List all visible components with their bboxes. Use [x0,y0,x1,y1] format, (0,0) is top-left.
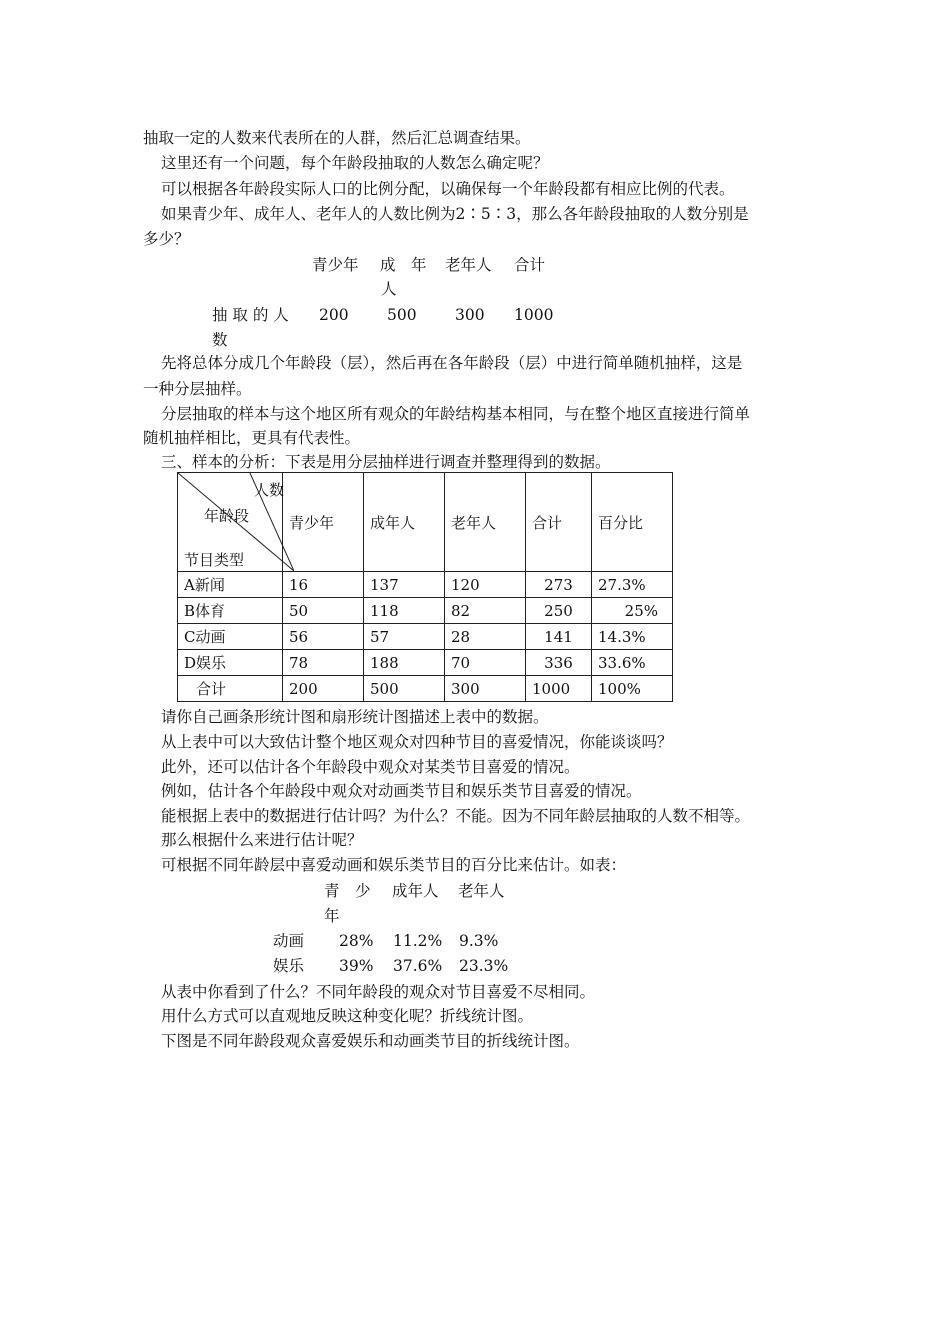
pct-header: 青 少 [324,882,371,900]
diag-label-program: 节目类型 [184,551,245,569]
table-row-total [178,676,673,702]
allocation-header: 老年人 [445,256,492,274]
pct-header-wrap: 年 [324,907,340,925]
paragraph-line: 抽取一定的人数来代表所在的人群，然后汇总调查结果。 [143,129,531,147]
table-cell: 70 [445,650,526,676]
allocation-header: 成 年 [380,256,427,274]
paragraph-line: 请你自己画条形统计图和扇形统计图描述上表中的数据。 [161,708,549,726]
row-label: A新闻 [178,572,283,598]
pct-header: 老年人 [458,882,505,900]
row-label: B体育 [178,598,283,624]
paragraph-line: 从上表中可以大致估计整个地区观众对四种节目的喜爱情况，你能谈谈吗？ [161,733,673,751]
table-cell: 300 [445,676,526,702]
table-cell: 137 [364,572,445,598]
table-cell: 200 [283,676,364,702]
table-cell: 500 [364,676,445,702]
pct-header: 成年人 [392,882,439,900]
allocation-row-label-wrap: 数 [212,331,228,349]
pct-row-label: 动画 [273,932,305,950]
allocation-row-label: 抽 取 的 人 [212,306,289,324]
allocation-value: 500 [387,306,417,324]
pct-cell: 23.3% [459,957,509,975]
paragraph-line: 例如，估计各个年龄段中观众对动画类节目和娱乐类节目喜爱的情况。 [161,782,642,800]
table-cell: 57 [364,624,445,650]
allocation-header: 合计 [514,256,546,274]
table-cell: 141 [526,624,592,650]
paragraph-line: 分层抽取的样本与这个地区所有观众的年龄结构基本相同，与在整个地区直接进行简单 [161,405,751,423]
pct-cell: 37.6% [393,957,443,975]
row-label: 合计 [178,676,283,702]
pct-cell: 11.2% [393,932,443,950]
allocation-value: 1000 [514,306,554,324]
row-label: C动画 [178,624,283,650]
diag-label-age: 年龄段 [204,507,250,525]
table-cell: 273 [526,572,592,598]
table-cell: 50 [283,598,364,624]
table-row [178,624,673,650]
allocation-value: 200 [319,306,349,324]
table-cell: 250 [526,598,592,624]
table-cell: 28 [445,624,526,650]
column-header: 合计 [526,473,592,572]
table-cell: 336 [526,650,592,676]
table-cell: 1000 [526,676,592,702]
table-row [178,572,673,598]
pct-cell: 9.3% [459,932,499,950]
section-heading: 三、样本的分析：下表是用分层抽样进行调查并整理得到的数据。 [161,453,611,471]
table-cell: 118 [364,598,445,624]
paragraph-line: 这里还有一个问题，每个年龄段抽取的人数怎么确定呢？ [161,154,549,172]
paragraph-line: 可以根据各年龄段实际人口的比例分配，以确保每一个年龄段都有相应比例的代表。 [161,180,735,198]
paragraph-line: 那么根据什么来进行估计呢？ [161,831,363,849]
row-label: D娱乐 [178,650,283,676]
paragraph-line: 如果青少年、成年人、老年人的人数比例为2∶5∶3，那么各年龄段抽取的人数分别是 [161,205,749,223]
table-row [178,650,673,676]
diag-label-count: 人数 [254,481,285,499]
table-cell: 188 [364,650,445,676]
pct-cell: 39% [339,957,374,975]
column-header: 百分比 [592,473,673,572]
table-cell: 25% [592,598,673,624]
paragraph-line: 随机抽样相比，更具有代表性。 [143,429,361,447]
table-cell: 14.3% [592,624,673,650]
table-row [178,598,673,624]
table-cell: 82 [445,598,526,624]
paragraph-line: 一种分层抽样。 [143,380,252,398]
allocation-header: 青少年 [312,256,359,274]
paragraph-line: 用什么方式可以直观地反映这种变化呢？折线统计图。 [161,1007,534,1025]
column-header: 老年人 [445,473,526,572]
paragraph-line: 多少？ [143,230,190,248]
table-cell: 100% [592,676,673,702]
paragraph-line: 可根据不同年龄层中喜爱动画和娱乐类节目的百分比来估计。如表： [161,856,627,874]
paragraph-line: 下图是不同年龄段观众喜爱娱乐和动画类节目的折线统计图。 [161,1032,580,1050]
survey-data-table [177,472,673,702]
table-cell: 16 [283,572,364,598]
table-cell: 120 [445,572,526,598]
table-cell: 33.6% [592,650,673,676]
paragraph-line: 能根据上表中的数据进行估计吗？为什么？不能。因为不同年龄层抽取的人数不相等。 [161,807,751,825]
pct-cell: 28% [339,932,374,950]
diagonal-header-cell [178,473,283,572]
table-cell: 56 [283,624,364,650]
allocation-value: 300 [455,306,485,324]
column-header: 成年人 [364,473,445,572]
paragraph-line: 此外，还可以估计各个年龄段中观众对某类节目喜爱的情况。 [161,758,580,776]
column-header: 青少年 [283,473,364,572]
pct-row-label: 娱乐 [273,957,305,975]
table-cell: 27.3% [592,572,673,598]
paragraph-line: 先将总体分成几个年龄段（层），然后再在各年龄段（层）中进行简单随机抽样，这是 [161,354,743,372]
paragraph-line: 从表中你看到了什么？不同年龄段的观众对节目喜爱不尽相同。 [161,983,596,1001]
table-cell: 78 [283,650,364,676]
allocation-header-wrap: 人 [381,280,397,298]
